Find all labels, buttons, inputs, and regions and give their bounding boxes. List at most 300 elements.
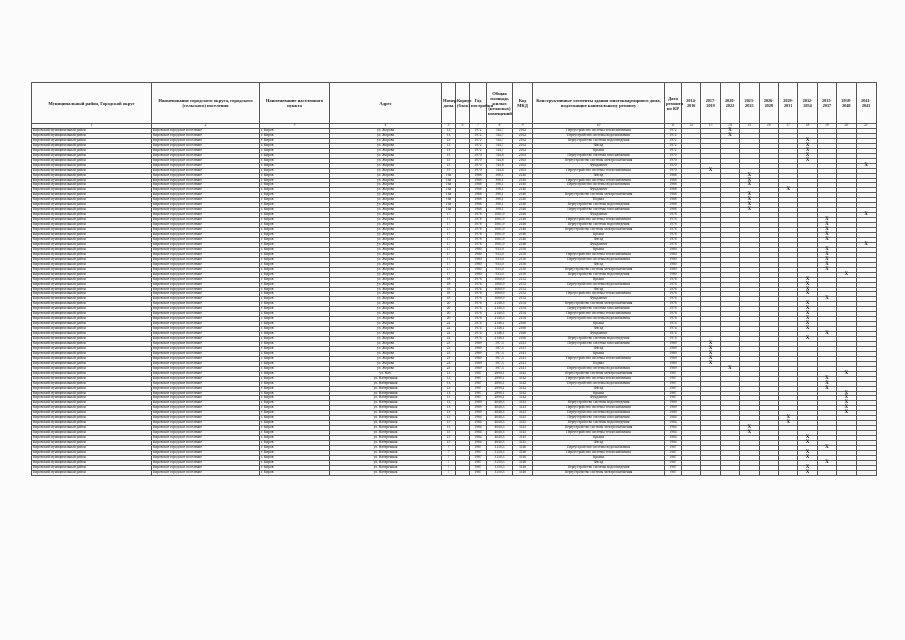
address-cell: ул. Жорова [330, 341, 442, 346]
address-cell: ул. Жорова [330, 143, 442, 148]
address-cell: ул. Наб. [330, 371, 442, 376]
structural-element-cell: Переустройство системы теплоснабжения [533, 252, 665, 257]
mkd-code-cell: 2154 [513, 312, 533, 317]
house-number-cell: 23 [442, 356, 456, 361]
column-number: 16 [759, 124, 778, 129]
period-mark-cell: X [778, 188, 797, 193]
structural-element-cell: Фундамент [533, 242, 665, 247]
period-mark-cell: X [798, 307, 817, 312]
column-number: 8 [487, 124, 513, 129]
repair-date-cell: 1968 [665, 208, 682, 213]
period-mark-cell [720, 470, 739, 475]
house-number-cell: 15 [442, 421, 456, 426]
repair-date-cell: 1976 [665, 302, 682, 307]
mkd-code-cell: 3143 [513, 401, 533, 406]
locality-cell: г. Киров [260, 148, 330, 153]
settlement-cell: Кировское городское поселение [152, 386, 260, 391]
district-cell: Кировский муниципальный район [32, 257, 152, 262]
locality-cell: г. Киров [260, 386, 330, 391]
mkd-code-cell: 2154 [513, 317, 533, 322]
period-mark-cell: X [856, 163, 876, 168]
build-year-cell: 1978 [470, 233, 487, 238]
area-cell: 933,0 [487, 272, 513, 277]
settlement-cell: Кировское городское поселение [152, 287, 260, 292]
mkd-code-cell: 2163 [513, 163, 533, 168]
settlement-cell: Кировское городское поселение [152, 153, 260, 158]
mkd-code-cell: 2150 [513, 257, 533, 262]
structural-element-cell: Переустройство системы газоснабжения [533, 208, 665, 213]
mkd-code-cell: 3145 [513, 426, 533, 431]
locality-cell: г. Киров [260, 257, 330, 262]
mkd-code-cell: 2160 [513, 322, 533, 327]
locality-cell: г. Киров [260, 302, 330, 307]
settlement-cell: Кировское городское поселение [152, 416, 260, 421]
address-cell: ул. Набережная [330, 446, 442, 451]
locality-cell: г. Киров [260, 366, 330, 371]
district-cell: Кировский муниципальный район [32, 267, 152, 272]
locality-cell: г. Киров [260, 465, 330, 470]
house-number-cell: 13 [442, 391, 456, 396]
period-mark-cell: X [740, 203, 759, 208]
build-year-cell: 1989 [470, 411, 487, 416]
area-cell: 398,1 [487, 208, 513, 213]
repair-date-cell: 1976 [665, 287, 682, 292]
structural-element-cell: Крыша [533, 436, 665, 441]
area-cell: 3150,3 [487, 460, 513, 465]
house-number-cell: 17 [442, 213, 456, 218]
period-mark-cell: X [817, 386, 836, 391]
build-year-cell: 1978 [470, 218, 487, 223]
settlement-cell: Кировское городское поселение [152, 133, 260, 138]
mkd-code-cell: 3145 [513, 431, 533, 436]
house-number-cell: 16а [442, 173, 456, 178]
repair-date-cell: 1987 [665, 460, 682, 465]
area-cell: 4040,3 [487, 406, 513, 411]
column-number: 18 [798, 124, 817, 129]
mkd-code-cell: 3145 [513, 421, 533, 426]
address-cell: ул. Жорова [330, 158, 442, 163]
build-year-cell: 1978 [470, 213, 487, 218]
address-cell: ул. Набережная [330, 455, 442, 460]
house-number-cell: 13 [442, 133, 456, 138]
column-header: Дата ремонта по КР [665, 83, 682, 124]
address-cell: ул. Набережная [330, 450, 442, 455]
locality-cell: г. Киров [260, 213, 330, 218]
locality-cell: г. Киров [260, 361, 330, 366]
mkd-code-cell: 2140 [513, 208, 533, 213]
house-number-cell: 22 [442, 337, 456, 342]
mkd-code-cell: 3142 [513, 391, 533, 396]
repair-date-cell: 1976 [665, 297, 682, 302]
locality-cell: г. Киров [260, 163, 330, 168]
repair-date-cell: 1984 [665, 416, 682, 421]
period-mark-cell: X [817, 332, 836, 337]
repair-date-cell: 1968 [665, 183, 682, 188]
district-cell: Кировский муниципальный район [32, 455, 152, 460]
area-cell: 398,1 [487, 198, 513, 203]
district-cell: Кировский муниципальный район [32, 401, 152, 406]
settlement-cell: Кировское городское поселение [152, 460, 260, 465]
column-number: 2 [152, 124, 260, 129]
period-mark-cell: X [720, 133, 739, 138]
repair-date-cell: 1968 [665, 178, 682, 183]
district-cell: Кировский муниципальный район [32, 173, 152, 178]
mkd-code-cell: 2152 [513, 277, 533, 282]
house-number-cell: 17 [442, 218, 456, 223]
house-number-cell: 15 [442, 153, 456, 158]
district-cell: Кировский муниципальный район [32, 366, 152, 371]
structural-element-cell: Фасад [533, 262, 665, 267]
period-mark-cell: X [720, 129, 739, 134]
mkd-code-cell: 2146 [513, 228, 533, 233]
house-number-cell: 18 [442, 287, 456, 292]
structural-element-cell: Переустройство системы теплоснабжения [533, 376, 665, 381]
period-mark-cell [817, 470, 836, 475]
period-mark-cell: X [837, 411, 856, 416]
repair-date-cell: 1987 [665, 376, 682, 381]
structural-element-cell: Переустройство системы электроснабжения [533, 302, 665, 307]
district-cell: Кировский муниципальный район [32, 163, 152, 168]
settlement-cell: Кировское городское поселение [152, 307, 260, 312]
mkd-code-cell: 2154 [513, 302, 533, 307]
build-year-cell: 1980 [470, 262, 487, 267]
period-mark-cell: X [778, 421, 797, 426]
settlement-cell: Кировское городское поселение [152, 431, 260, 436]
house-number-cell: 7 [442, 446, 456, 451]
repair-date-cell: 1989 [665, 411, 682, 416]
area-cell: 1061,9 [487, 213, 513, 218]
build-year-cell: 1968 [470, 183, 487, 188]
address-cell: ул. Жорова [330, 168, 442, 173]
settlement-cell: Кировское городское поселение [152, 148, 260, 153]
address-cell: ул. Набережная [330, 396, 442, 401]
period-mark-cell [778, 470, 797, 475]
settlement-cell: Кировское городское поселение [152, 223, 260, 228]
period-mark-cell [682, 470, 701, 475]
build-year-cell: 1976 [470, 277, 487, 282]
column-header: Наименование населенного пункта [260, 83, 330, 124]
house-number-cell: 13 [442, 129, 456, 134]
house-number-cell: 7 [442, 455, 456, 460]
period-mark-cell: X [740, 193, 759, 198]
district-cell: Кировский муниципальный район [32, 460, 152, 465]
district-cell: Кировский муниципальный район [32, 302, 152, 307]
area-cell: 398,1 [487, 178, 513, 183]
period-mark-cell: X [856, 213, 876, 218]
build-year-cell: 1980 [470, 257, 487, 262]
address-cell: ул. Жорова [330, 178, 442, 183]
structural-element-cell: Переустройство системы водоснабжения [533, 282, 665, 287]
period-mark-cell: X [740, 183, 759, 188]
settlement-cell: Кировское городское поселение [152, 163, 260, 168]
period-mark-cell: X [798, 148, 817, 153]
area-cell: 3150,3 [487, 465, 513, 470]
district-cell: Кировский муниципальный район [32, 237, 152, 242]
build-year-cell: 1976 [470, 297, 487, 302]
area-cell: 744,7 [487, 133, 513, 138]
area-cell: 2140,5 [487, 302, 513, 307]
build-year-cell: 1987 [470, 381, 487, 386]
period-mark-cell: X [817, 233, 836, 238]
address-cell: ул. Жорова [330, 193, 442, 198]
structural-element-cell: Переустройство системы теплоснабжения [533, 356, 665, 361]
build-year-cell: 1984 [470, 421, 487, 426]
period-mark-cell: X [798, 470, 817, 475]
locality-cell: г. Киров [260, 460, 330, 465]
district-cell: Кировский муниципальный район [32, 252, 152, 257]
address-cell: ул. Набережная [330, 431, 442, 436]
house-number-cell: 7 [442, 470, 456, 475]
structural-element-cell: Переустройство системы водоснабжения [533, 317, 665, 322]
settlement-cell: Кировское городское поселение [152, 297, 260, 302]
area-cell: 2890,1 [487, 386, 513, 391]
settlement-cell: Кировское городское поселение [152, 129, 260, 134]
column-number: 20 [837, 124, 856, 129]
locality-cell: г. Киров [260, 450, 330, 455]
column-header: 2029-2031 [778, 83, 797, 124]
column-header: 2014-2016 [682, 83, 701, 124]
locality-cell: г. Киров [260, 198, 330, 203]
mkd-code-cell: 2140 [513, 198, 533, 203]
settlement-cell: Кировское городское поселение [152, 341, 260, 346]
period-mark-cell: X [798, 455, 817, 460]
settlement-cell: Кировское городское поселение [152, 208, 260, 213]
district-cell: Кировский муниципальный район [32, 391, 152, 396]
structural-element-cell: Переустройство системы водоотведения [533, 138, 665, 143]
house-number-cell: 13 [442, 406, 456, 411]
period-mark-cell: X [740, 173, 759, 178]
settlement-cell: Кировское городское поселение [152, 302, 260, 307]
settlement-cell: Кировское городское поселение [152, 450, 260, 455]
locality-cell: г. Киров [260, 381, 330, 386]
build-year-cell: 1987 [470, 460, 487, 465]
district-cell: Кировский муниципальный район [32, 317, 152, 322]
locality-cell: г. Киров [260, 143, 330, 148]
mkd-code-cell: 2141 [513, 361, 533, 366]
locality-cell: г. Киров [260, 247, 330, 252]
build-year-cell: 1976 [470, 287, 487, 292]
repair-date-cell: 1989 [665, 401, 682, 406]
house-number-cell: 13 [442, 396, 456, 401]
build-year-cell: 1974 [470, 332, 487, 337]
structural-element-cell: Переустройство системы теплоснабжения [533, 178, 665, 183]
period-mark-cell: X [701, 346, 720, 351]
mkd-code-cell: 3146 [513, 446, 533, 451]
address-cell: ул. Жорова [330, 129, 442, 134]
capital-repair-table [31, 82, 877, 476]
area-cell: 2146,1 [487, 322, 513, 327]
build-year-cell: 1968 [470, 178, 487, 183]
address-cell: ул. Жорова [330, 277, 442, 282]
column-number: 7 [470, 124, 487, 129]
district-cell: Кировский муниципальный район [32, 450, 152, 455]
district-cell: Кировский муниципальный район [32, 446, 152, 451]
settlement-cell: Кировское городское поселение [152, 198, 260, 203]
period-mark-cell: X [740, 431, 759, 436]
period-mark-cell: X [817, 446, 836, 451]
mkd-code-cell: 2162 [513, 133, 533, 138]
build-year-cell: 1987 [470, 371, 487, 376]
locality-cell: г. Киров [260, 396, 330, 401]
address-cell: ул. Жорова [330, 218, 442, 223]
settlement-cell: Кировское городское поселение [152, 262, 260, 267]
house-number-cell: 23 [442, 346, 456, 351]
locality-cell: г. Киров [260, 332, 330, 337]
repair-date-cell: 1984 [665, 426, 682, 431]
district-cell: Кировский муниципальный район [32, 158, 152, 163]
house-number-cell: 18 [442, 277, 456, 282]
settlement-cell: Кировское городское поселение [152, 178, 260, 183]
locality-cell: г. Киров [260, 391, 330, 396]
build-year-cell: 1984 [470, 441, 487, 446]
build-year-cell: 1989 [470, 401, 487, 406]
house-number-cell: 17 [442, 237, 456, 242]
period-mark-cell: X [837, 272, 856, 277]
build-year-cell: 1969 [470, 356, 487, 361]
column-number: 5 [442, 124, 456, 129]
period-mark-cell: X [701, 361, 720, 366]
settlement-cell: Кировское городское поселение [152, 272, 260, 277]
area-cell: 933,0 [487, 262, 513, 267]
build-year-cell: 1974 [470, 327, 487, 332]
mkd-code-cell: 2146 [513, 242, 533, 247]
house-number-cell: 16а [442, 208, 456, 213]
settlement-cell: Кировское городское поселение [152, 406, 260, 411]
period-mark-cell: X [817, 252, 836, 257]
locality-cell: г. Киров [260, 183, 330, 188]
house-number-cell: 7 [442, 460, 456, 465]
period-mark-cell: X [817, 381, 836, 386]
settlement-cell: Кировское городское поселение [152, 441, 260, 446]
area-cell: 1060,9 [487, 287, 513, 292]
repair-date-cell: 1976 [665, 312, 682, 317]
period-mark-cell [759, 470, 778, 475]
build-year-cell: 1978 [470, 223, 487, 228]
house-number-cell: 17 [442, 228, 456, 233]
address-cell: ул. Набережная [330, 421, 442, 426]
locality-cell: г. Киров [260, 133, 330, 138]
house-number-cell: 17 [442, 233, 456, 238]
settlement-cell: Кировское городское поселение [152, 252, 260, 257]
address-cell: ул. Жорова [330, 297, 442, 302]
period-mark-cell: X [817, 267, 836, 272]
address-cell: ул. Жорова [330, 351, 442, 356]
house-number-cell: 22 [442, 327, 456, 332]
address-cell: ул. Жорова [330, 257, 442, 262]
area-cell: 4040,3 [487, 436, 513, 441]
address-cell: ул. Жорова [330, 302, 442, 307]
district-cell: Кировский муниципальный район [32, 168, 152, 173]
house-number-cell: 7 [442, 450, 456, 455]
locality-cell: г. Киров [260, 406, 330, 411]
build-year-cell: 1972 [470, 143, 487, 148]
column-number: 14 [720, 124, 739, 129]
locality-cell: г. Киров [260, 193, 330, 198]
repair-date-cell: 1969 [665, 356, 682, 361]
area-cell: 3150,3 [487, 470, 513, 475]
address-cell: ул. Жорова [330, 322, 442, 327]
mkd-code-cell: 3143 [513, 406, 533, 411]
mkd-code-cell: 2150 [513, 267, 533, 272]
structural-element-cell: Переустройство системы водоотведения [533, 337, 665, 342]
settlement-cell: Кировское городское поселение [152, 143, 260, 148]
address-cell: ул. Жорова [330, 272, 442, 277]
locality-cell: г. Киров [260, 376, 330, 381]
mkd-code-cell: 2140 [513, 173, 533, 178]
locality-cell: г. Киров [260, 223, 330, 228]
repair-date-cell: 1978 [665, 213, 682, 218]
column-header: Номер дома [442, 83, 456, 124]
mkd-code-cell: 2146 [513, 218, 533, 223]
address-cell: ул. Набережная [330, 386, 442, 391]
area-cell: 398,1 [487, 173, 513, 178]
period-mark-cell: X [720, 366, 739, 371]
area-cell: 398,1 [487, 183, 513, 188]
mkd-code-cell: 3142 [513, 396, 533, 401]
address-cell: ул. Жорова [330, 267, 442, 272]
house-number-cell: 13 [442, 371, 456, 376]
settlement-cell: Кировское городское поселение [152, 401, 260, 406]
column-header: Код МКД [513, 83, 533, 124]
structural-element-cell: Фундамент [533, 332, 665, 337]
district-cell: Кировский муниципальный район [32, 351, 152, 356]
period-mark-cell: X [740, 198, 759, 203]
column-header: 2041-2043 [856, 83, 876, 124]
address-cell: ул. Жорова [330, 223, 442, 228]
repair-date-cell: 1987 [665, 465, 682, 470]
district-cell: Кировский муниципальный район [32, 361, 152, 366]
build-year-cell: 1987 [470, 455, 487, 460]
period-mark-cell: X [701, 351, 720, 356]
settlement-cell: Кировское городское поселение [152, 446, 260, 451]
build-year-cell: 1970 [470, 153, 487, 158]
house-number-cell: 16а [442, 198, 456, 203]
address-cell: ул. Жорова [330, 356, 442, 361]
settlement-cell: Кировское городское поселение [152, 228, 260, 233]
settlement-cell: Кировское городское поселение [152, 332, 260, 337]
repair-date-cell: 1972 [665, 148, 682, 153]
build-year-cell: 1980 [470, 252, 487, 257]
area-cell: 933,0 [487, 267, 513, 272]
address-cell: ул. Набережная [330, 406, 442, 411]
address-cell: ул. Жорова [330, 173, 442, 178]
period-mark-cell: X [798, 143, 817, 148]
house-number-cell: 23 [442, 361, 456, 366]
mkd-code-cell: 3146 [513, 465, 533, 470]
mkd-code-cell: 3146 [513, 470, 533, 475]
locality-cell: г. Киров [260, 277, 330, 282]
mkd-code-cell: 2163 [513, 168, 533, 173]
settlement-cell: Кировское городское поселение [152, 257, 260, 262]
build-year-cell: 1987 [470, 391, 487, 396]
house-number-cell: 7 [442, 465, 456, 470]
build-year-cell: 1980 [470, 247, 487, 252]
structural-element-cell: Переустройство системы водоснабжения [533, 411, 665, 416]
repair-date-cell: 1974 [665, 332, 682, 337]
house-number-cell: 17 [442, 242, 456, 247]
area-cell: 4040,3 [487, 426, 513, 431]
district-cell: Кировский муниципальный район [32, 277, 152, 282]
mkd-code-cell: 2152 [513, 287, 533, 292]
house-number-cell: 15 [442, 158, 456, 163]
address-cell: ул. Жорова [330, 148, 442, 153]
district-cell: Кировский муниципальный район [32, 213, 152, 218]
area-cell: 4040,3 [487, 401, 513, 406]
build-year-cell: 1974 [470, 337, 487, 342]
repair-date-cell: 1974 [665, 337, 682, 342]
area-cell: 2146,1 [487, 327, 513, 332]
mkd-code-cell: 2163 [513, 153, 533, 158]
